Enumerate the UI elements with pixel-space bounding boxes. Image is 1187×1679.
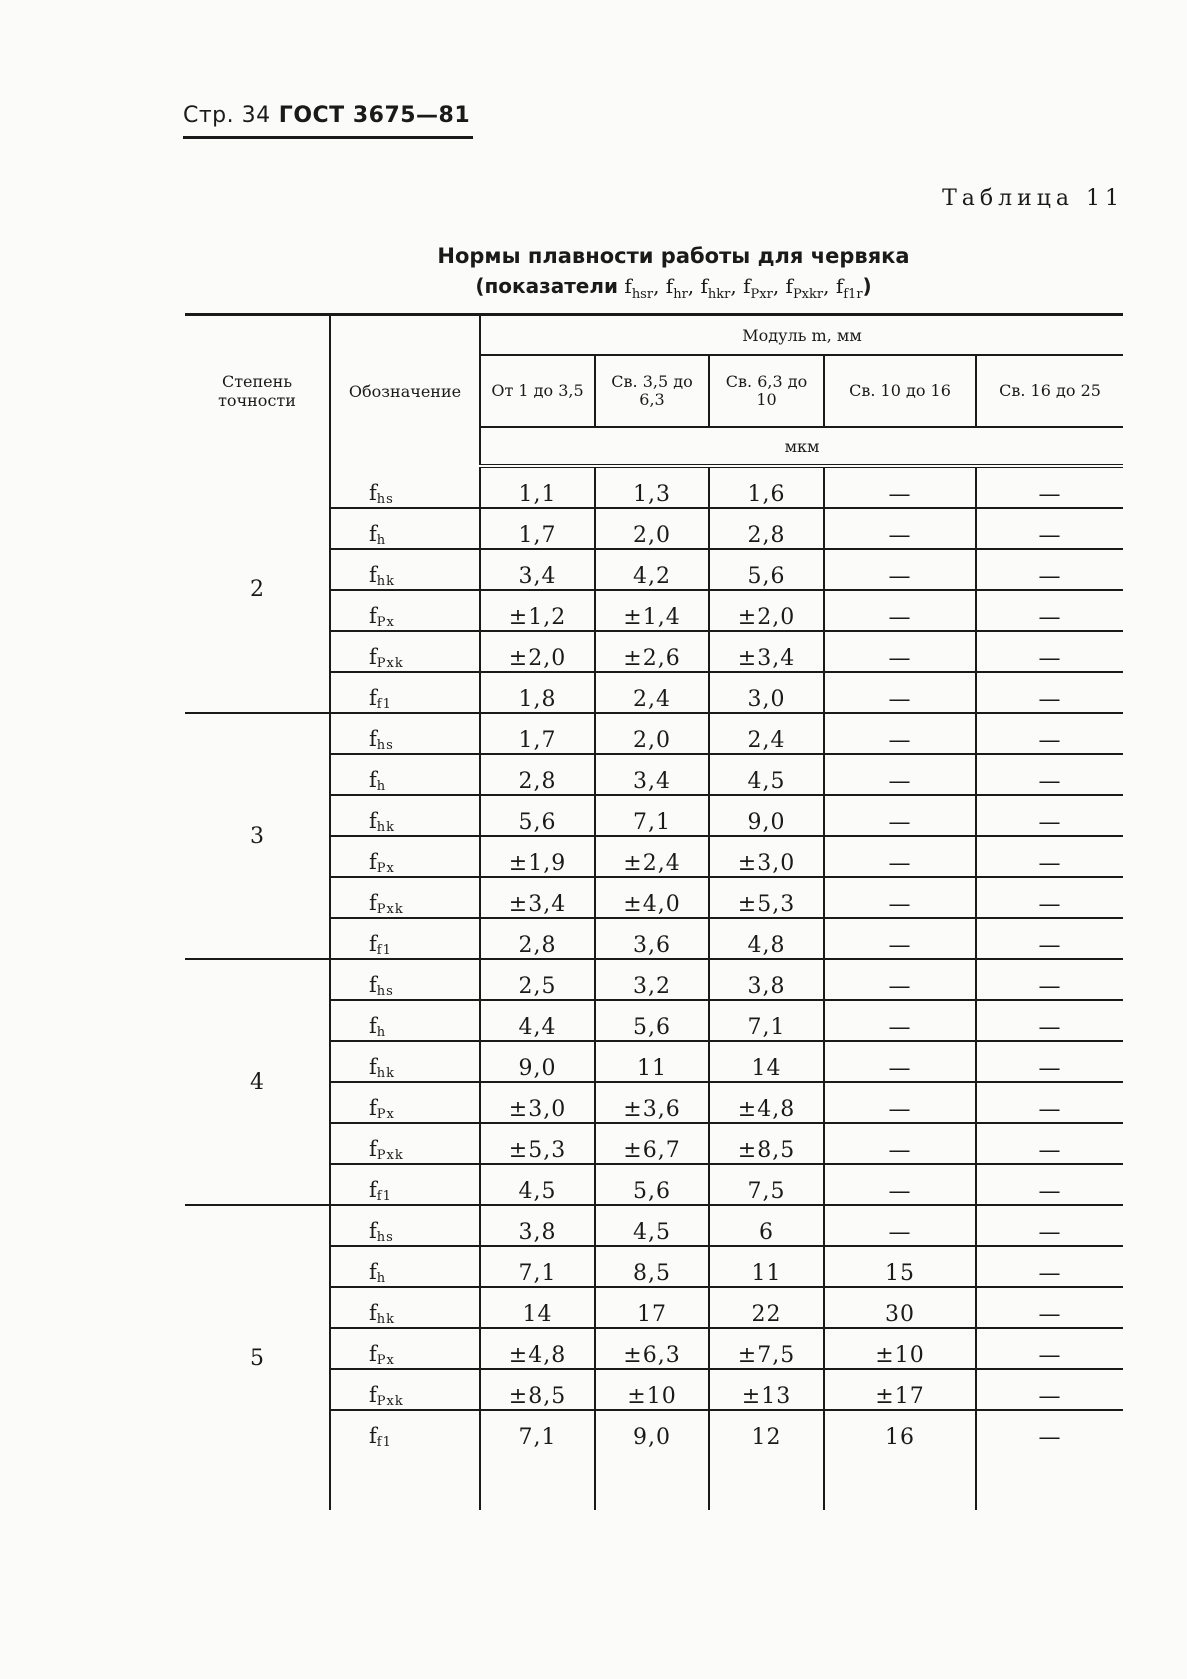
tolerance-table	[185, 313, 1123, 1510]
header-range: Св. 3,5 до 6,3	[595, 355, 709, 427]
value-cell: ±3,0	[709, 836, 824, 877]
value-cell: 2,8	[480, 754, 595, 795]
value-cell: 4,5	[709, 754, 824, 795]
value-cell: —	[976, 754, 1123, 795]
value-cell: ±1,2	[480, 590, 595, 631]
value-cell: ±3,4	[480, 877, 595, 918]
value-cell: ±4,8	[709, 1082, 824, 1123]
value-cell: ±6,3	[595, 1328, 709, 1369]
value-cell: 3,4	[595, 754, 709, 795]
value-cell: —	[976, 549, 1123, 590]
value-cell: 6	[709, 1205, 824, 1246]
value-cell: —	[824, 754, 976, 795]
value-cell: 14	[709, 1041, 824, 1082]
value-cell: 3,8	[709, 959, 824, 1000]
value-cell: 1,1	[480, 466, 595, 508]
value-cell: —	[976, 1287, 1123, 1328]
designation-cell: $f_{f1}$	[330, 672, 480, 713]
designation-cell: $f_h$	[330, 1246, 480, 1287]
value-cell: —	[976, 1205, 1123, 1246]
designation-cell: $f_{hk}$	[330, 795, 480, 836]
value-cell: —	[824, 549, 976, 590]
value-cell: —	[976, 1164, 1123, 1205]
accuracy-grade: 5	[185, 1205, 330, 1510]
value-cell: —	[824, 713, 976, 754]
value-cell: —	[824, 508, 976, 549]
value-cell: —	[976, 590, 1123, 631]
header-designation: Обозначение	[330, 315, 480, 467]
table-row	[185, 1205, 1123, 1246]
spacer-cell	[976, 1450, 1123, 1510]
value-cell: —	[976, 959, 1123, 1000]
spacer-cell	[480, 1450, 595, 1510]
designation-cell: $f_{hk}$	[330, 549, 480, 590]
header-range: Св. 6,3 до 10	[709, 355, 824, 427]
designation-cell: $f_{Pxk}$	[330, 1369, 480, 1410]
designation-cell: $f_{hs}$	[330, 959, 480, 1000]
value-cell: —	[976, 466, 1123, 508]
value-cell: 2,0	[595, 713, 709, 754]
value-cell: 3,4	[480, 549, 595, 590]
value-cell: 2,5	[480, 959, 595, 1000]
subtitle-lead: (показатели	[475, 274, 619, 298]
value-cell: —	[824, 466, 976, 508]
accuracy-grade: 4	[185, 959, 330, 1205]
value-cell: 8,5	[595, 1246, 709, 1287]
value-cell: ±10	[595, 1369, 709, 1410]
value-cell: 1,7	[480, 713, 595, 754]
value-cell: 2,0	[595, 508, 709, 549]
table-row	[185, 466, 1123, 508]
value-cell: ±17	[824, 1369, 976, 1410]
header-grade: Степень точности	[185, 315, 330, 467]
value-cell: 3,2	[595, 959, 709, 1000]
value-cell: ±1,9	[480, 836, 595, 877]
value-cell: 5,6	[709, 549, 824, 590]
designation-cell: $f_{Pxk}$	[330, 1123, 480, 1164]
table-label: Таблица 11	[942, 186, 1124, 211]
value-cell: 9,0	[595, 1410, 709, 1450]
value-cell: —	[824, 959, 976, 1000]
designation-cell: $f_{Px}$	[330, 590, 480, 631]
value-cell: 3,6	[595, 918, 709, 959]
header-range: От 1 до 3,5	[480, 355, 595, 427]
value-cell: 30	[824, 1287, 976, 1328]
value-cell: 7,1	[480, 1410, 595, 1450]
table-row	[185, 959, 1123, 1000]
value-cell: —	[976, 1369, 1123, 1410]
value-cell: ±8,5	[709, 1123, 824, 1164]
value-cell: 5,6	[595, 1164, 709, 1205]
value-cell: 2,4	[709, 713, 824, 754]
value-cell: —	[976, 1123, 1123, 1164]
value-cell: 9,0	[709, 795, 824, 836]
value-cell: —	[976, 877, 1123, 918]
value-cell: 5,6	[595, 1000, 709, 1041]
designation-cell: $f_{f1}$	[330, 918, 480, 959]
value-cell: —	[824, 836, 976, 877]
value-cell: 4,5	[595, 1205, 709, 1246]
value-cell: ±2,6	[595, 631, 709, 672]
value-cell: 4,4	[480, 1000, 595, 1041]
subtitle-symbol: $f_{Pxr}$,	[743, 274, 780, 302]
designation-cell: $f_{Pxk}$	[330, 877, 480, 918]
subtitle-symbol: $f_{hkr}$,	[700, 274, 737, 302]
page-number: Стр. 34	[183, 103, 271, 128]
value-cell: 17	[595, 1287, 709, 1328]
header-range: Св. 16 до 25	[999, 381, 1101, 400]
value-cell: 5,6	[480, 795, 595, 836]
value-cell: —	[976, 713, 1123, 754]
designation-cell: $f_{hk}$	[330, 1041, 480, 1082]
value-cell: ±5,3	[709, 877, 824, 918]
value-cell: 7,5	[709, 1164, 824, 1205]
value-cell: 12	[709, 1410, 824, 1450]
value-cell: 22	[709, 1287, 824, 1328]
value-cell: 7,1	[709, 1000, 824, 1041]
designation-cell: $f_{Pxk}$	[330, 631, 480, 672]
value-cell: 3,0	[709, 672, 824, 713]
designation-cell: $f_h$	[330, 754, 480, 795]
designation-cell: $f_{f1}$	[330, 1164, 480, 1205]
value-cell: —	[976, 795, 1123, 836]
spacer-cell	[330, 1450, 480, 1510]
value-cell: —	[824, 1041, 976, 1082]
value-cell: 1,6	[709, 466, 824, 508]
header-range: Св. 10 до 16	[824, 355, 976, 427]
value-cell: —	[824, 918, 976, 959]
value-cell: ±4,8	[480, 1328, 595, 1369]
table-row	[185, 713, 1123, 754]
value-cell: 11	[595, 1041, 709, 1082]
value-cell: 2,8	[709, 508, 824, 549]
value-cell: —	[976, 631, 1123, 672]
value-cell: ±6,7	[595, 1123, 709, 1164]
subtitle-symbol: $f_{hsr}$,	[624, 274, 660, 302]
subtitle-close: )	[862, 274, 872, 298]
spacer-cell	[595, 1450, 709, 1510]
value-cell: 1,8	[480, 672, 595, 713]
value-cell: 1,3	[595, 466, 709, 508]
value-cell: ±3,0	[480, 1082, 595, 1123]
accuracy-grade: 3	[185, 713, 330, 959]
value-cell: ±2,4	[595, 836, 709, 877]
designation-cell: $f_h$	[330, 508, 480, 549]
value-cell: —	[824, 590, 976, 631]
value-cell: 4,5	[480, 1164, 595, 1205]
value-cell: —	[976, 1328, 1123, 1369]
accuracy-grade: 2	[185, 466, 330, 713]
subtitle-symbol: $f_{hr}$,	[665, 274, 695, 302]
designation-cell: $f_{hk}$	[330, 1287, 480, 1328]
subtitle-symbol: $f_{Pxkr}$,	[785, 274, 830, 302]
value-cell: —	[824, 877, 976, 918]
value-cell: 11	[709, 1246, 824, 1287]
value-cell: —	[976, 672, 1123, 713]
value-cell: ±8,5	[480, 1369, 595, 1410]
value-cell: ±2,0	[480, 631, 595, 672]
designation-cell: $f_{Px}$	[330, 836, 480, 877]
value-cell: 16	[824, 1410, 976, 1450]
value-cell: 7,1	[595, 795, 709, 836]
value-cell: 7,1	[480, 1246, 595, 1287]
designation-cell: $f_{Px}$	[330, 1328, 480, 1369]
value-cell: ±2,0	[709, 590, 824, 631]
spacer-cell	[709, 1450, 824, 1510]
value-cell: 14	[480, 1287, 595, 1328]
value-cell: ±13	[709, 1369, 824, 1410]
value-cell: 2,4	[595, 672, 709, 713]
value-cell: —	[824, 1205, 976, 1246]
value-cell: 4,8	[709, 918, 824, 959]
value-cell: —	[976, 836, 1123, 877]
value-cell: 2,8	[480, 918, 595, 959]
designation-cell: $f_{hs}$	[330, 713, 480, 754]
designation-cell: $f_{f1}$	[330, 1410, 480, 1450]
table-subtitle	[0, 274, 1187, 302]
header-unit: мкм	[480, 427, 1123, 466]
designation-cell: $f_{hs}$	[330, 466, 480, 508]
value-cell: 3,8	[480, 1205, 595, 1246]
value-cell: —	[976, 1246, 1123, 1287]
spacer-cell	[824, 1450, 976, 1510]
value-cell: —	[976, 1041, 1123, 1082]
value-cell: —	[824, 1082, 976, 1123]
value-cell: 9,0	[480, 1041, 595, 1082]
table-title: Нормы плавности работы для червяка	[437, 244, 910, 268]
value-cell: —	[824, 672, 976, 713]
designation-cell: $f_h$	[330, 1000, 480, 1041]
value-cell: —	[824, 795, 976, 836]
value-cell: —	[824, 631, 976, 672]
subtitle-symbol: $f_{f1r}$	[835, 274, 863, 302]
value-cell: —	[976, 1082, 1123, 1123]
value-cell: —	[1038, 1425, 1062, 1450]
value-cell: ±10	[824, 1328, 976, 1369]
value-cell: —	[976, 508, 1123, 549]
page-header	[183, 103, 473, 139]
value-cell: —	[976, 1000, 1123, 1041]
table-body	[185, 466, 1123, 1510]
standard-code: ГОСТ 3675—81	[278, 103, 471, 128]
value-cell: 1,7	[480, 508, 595, 549]
value-cell: 4,2	[595, 549, 709, 590]
designation-cell: $f_{Px}$	[330, 1082, 480, 1123]
header-module: Модуль m, мм	[480, 315, 1123, 356]
value-cell: 15	[824, 1246, 976, 1287]
value-cell: —	[824, 1123, 976, 1164]
value-cell: ±5,3	[480, 1123, 595, 1164]
value-cell: —	[824, 1164, 976, 1205]
value-cell: —	[976, 918, 1123, 959]
subtitle-symbols	[624, 274, 863, 302]
value-cell: ±7,5	[709, 1328, 824, 1369]
value-cell: ±3,4	[709, 631, 824, 672]
value-cell: ±3,6	[595, 1082, 709, 1123]
value-cell: ±1,4	[595, 590, 709, 631]
value-cell: ±4,0	[595, 877, 709, 918]
designation-cell: $f_{hs}$	[330, 1205, 480, 1246]
value-cell: —	[824, 1000, 976, 1041]
